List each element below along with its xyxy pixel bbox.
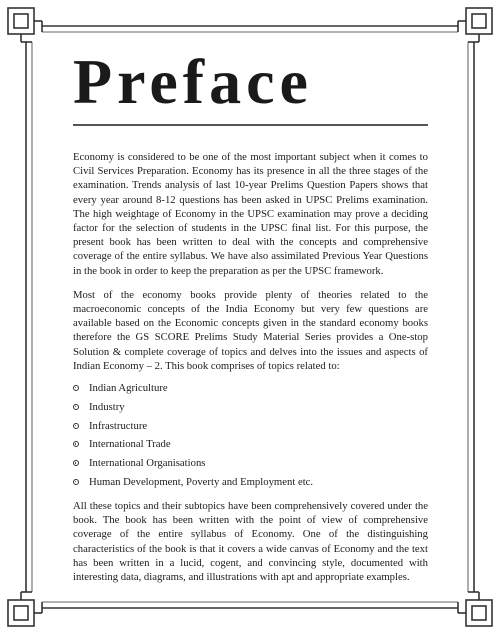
corner-ornament-tl <box>8 8 42 42</box>
circle-bullet-icon <box>73 423 79 429</box>
circle-bullet-icon <box>73 385 79 391</box>
page-title: Preface <box>73 46 313 117</box>
list-item <box>73 437 428 451</box>
circle-bullet-icon <box>73 441 79 447</box>
list-item-label: Industry <box>89 400 125 413</box>
list-item-label: International Organisations <box>89 457 206 470</box>
list-item <box>73 475 428 489</box>
list-item-label: International Trade <box>89 438 171 451</box>
topic-list <box>73 381 428 489</box>
paragraph-conclusion: All these topics and their subtopics have been comprehensively covered under the book. The book has been written with the point of view of comprehensive coverage of the entire syllabus of Economy. One of the distinguishing characteristics of the book is that it covers a wide canvas of Economy and the text has been written in a lucid, cogent, and convincing style, documented with interesting data, diagrams, and illustrations with apt and appropriate examples. <box>73 500 428 584</box>
corner-ornament-bl <box>8 592 42 626</box>
list-item-label: Indian Agriculture <box>89 382 168 395</box>
corner-ornament-br <box>458 592 492 626</box>
circle-bullet-icon <box>73 404 79 410</box>
paragraph-scope: Most of the economy books provide plenty of theories related to the macroeconomic concepts of the India Economy but very few questions are available based on the Economic concepts given in the standard economy books therefore the GS SCORE Prelims Study Material Series provides a One-stop Solution & complete coverage of topics and delves into the issues and aspects of Indian Economy – 2. This book comprises of topics related to: <box>73 288 428 372</box>
title-rule <box>73 124 428 126</box>
paragraph-intro: Economy is considered to be one of the most important subject when it comes to Civil Services Preparation. Economy has its presence in all the three stages of the examination. Trends analysis of last 10-year Prelims Question Papers shows that every year around 8-12 questions has been asked in UPSC Prelims examination. The high weightage of Economy in the UPSC examination may prove a deciding factor for the selection of students in the UPSC final list. For this purpose, the present book has been written to deal with the concepts and comprehensive coverage of the entire syllabus. We have also assimilated Previous Year Questions in the book in order to keep the preparation as per the UPSC framework. <box>73 151 428 277</box>
list-item <box>73 419 428 433</box>
list-item-label: Infrastructure <box>89 419 148 432</box>
list-item <box>73 381 428 395</box>
list-item <box>73 400 428 414</box>
preface-content <box>73 46 428 584</box>
list-item-label: Human Development, Poverty and Employment etc. <box>89 476 314 489</box>
corner-ornament-tr <box>458 8 492 42</box>
circle-bullet-icon <box>73 460 79 466</box>
list-item <box>73 456 428 470</box>
circle-bullet-icon <box>73 479 79 485</box>
